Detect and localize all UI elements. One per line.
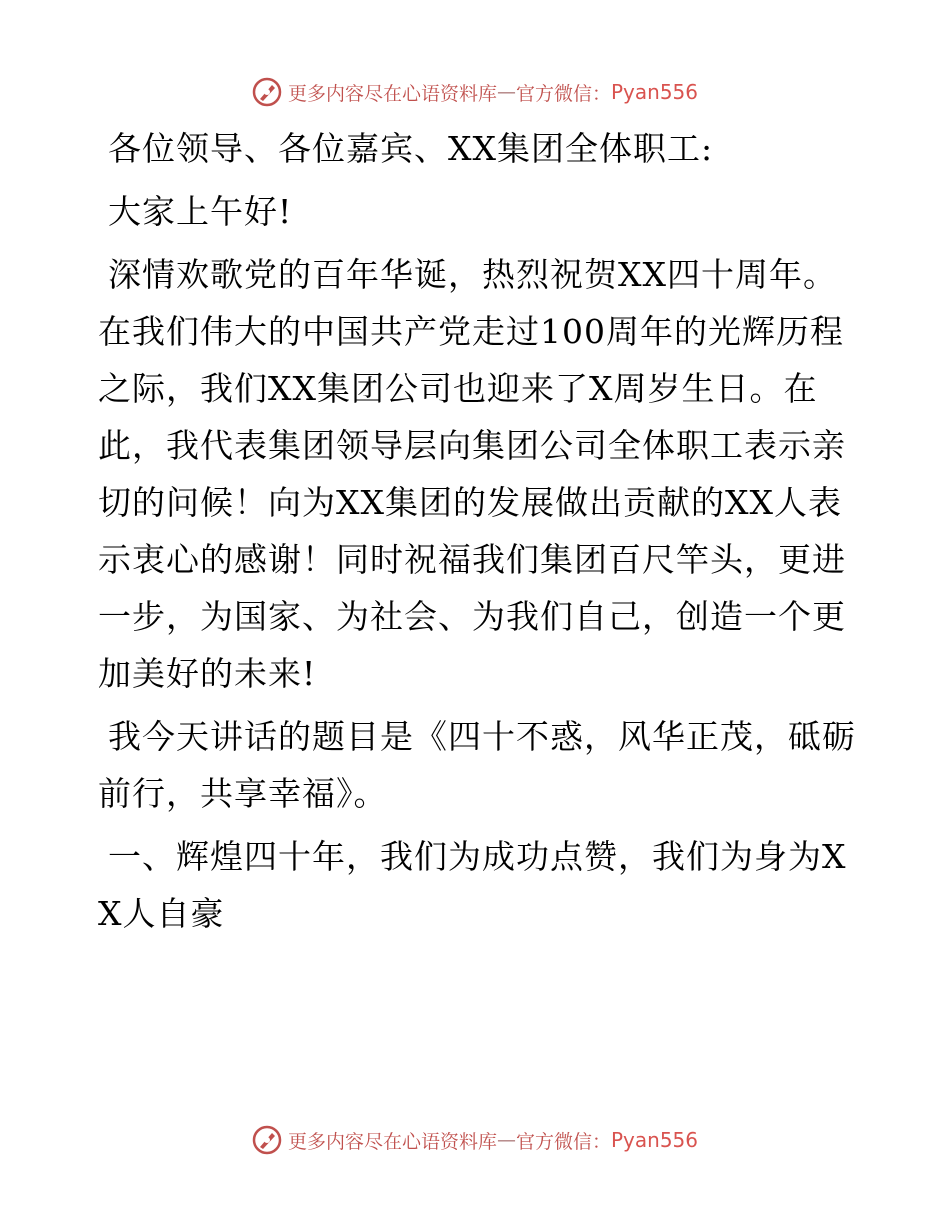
paragraph-speech-title: 我今天讲话的题目是《四十不惑，风华正茂，砥砺前行，共享幸福》。 bbox=[98, 717, 856, 813]
watermark-main-text: 更多内容尽在心语资料库 bbox=[287, 82, 497, 105]
watermark-separator: — bbox=[496, 1129, 516, 1151]
watermark-wechat-id: Pyan556 bbox=[611, 80, 699, 104]
header-watermark bbox=[0, 72, 950, 112]
salutation: 各位领导、各位嘉宾、XX集团全体职工: bbox=[108, 129, 714, 168]
greeting: 大家上午好! bbox=[108, 192, 293, 231]
watermark-label: 官方微信： bbox=[515, 1130, 611, 1153]
watermark-separator: — bbox=[496, 81, 516, 103]
pen-logo-icon bbox=[252, 1125, 282, 1155]
document-body bbox=[98, 120, 858, 948]
paragraph-celebration: 深情欢歌党的百年华诞，热烈祝贺XX四十周年。在我们伟大的中国共产党走过100周年的光辉历程之际，我们XX集团公司也迎来了X周岁生日。在此，我代表集团领导层向集团公司全体职工表示亲切的问候！向为XX集团的发展做出贡献的XX人表示衷心的感谢！同时祝福我们集团百尺竿头，更进一步，为国家、为社会、为我们自己，创造一个更加美好的未来! bbox=[98, 255, 846, 693]
footer-watermark bbox=[0, 1120, 950, 1160]
watermark-label: 官方微信： bbox=[515, 82, 611, 105]
pen-logo-icon bbox=[252, 77, 282, 107]
section-heading-1: 一、辉煌四十年，我们为成功点赞，我们为身为XX人自豪 bbox=[98, 837, 847, 933]
watermark-main-text: 更多内容尽在心语资料库 bbox=[287, 1130, 497, 1153]
watermark-wechat-id: Pyan556 bbox=[611, 1128, 699, 1152]
